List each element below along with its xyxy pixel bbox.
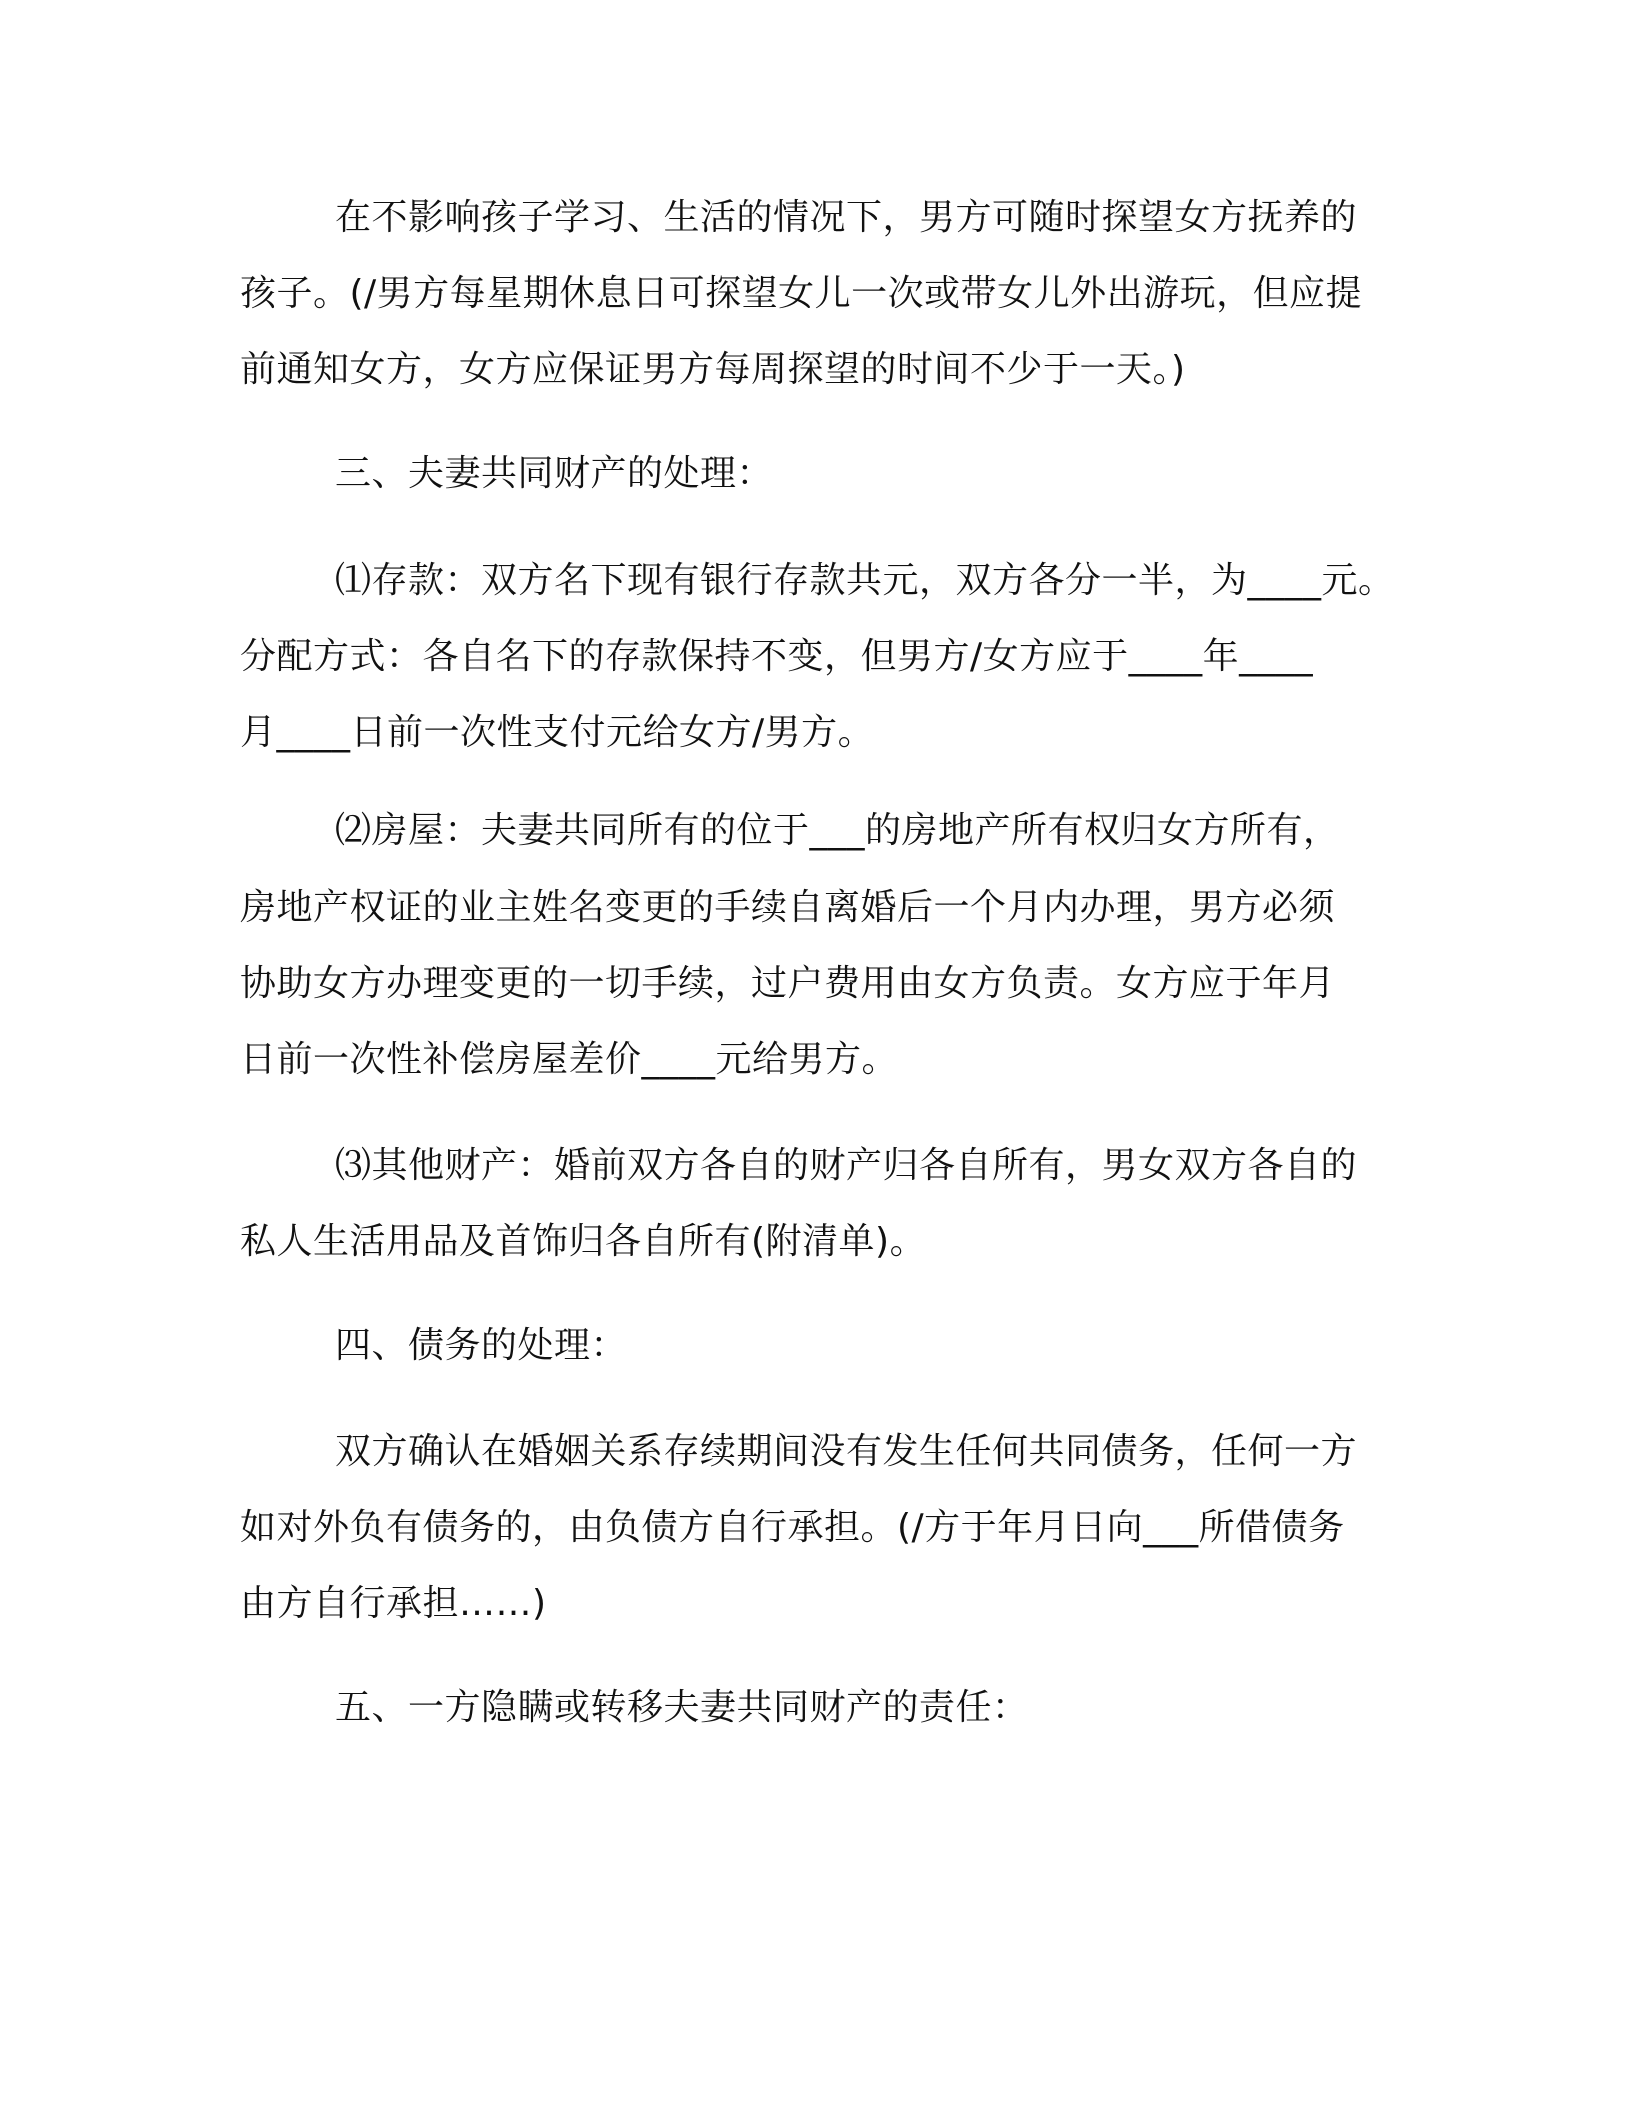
paragraph-line: 双方确认在婚姻关系存续期间没有发生任何共同债务，任何一方	[335, 1431, 1358, 1472]
paragraph-line: 协助女方办理变更的一切手续，过户费用由女方负责。女方应于年月	[240, 963, 1336, 1004]
paragraph-line: ⑶其他财产：婚前双方各自的财产归各自所有，男女双方各自的	[335, 1145, 1358, 1186]
paragraph-line: 月____日前一次性支付元给女方/男方。	[240, 712, 875, 753]
section-heading: 三、夫妻共同财产的处理：	[335, 453, 774, 494]
paragraph-line: 孩子。(/男方每星期休息日可探望女儿一次或带女儿外出游玩，但应提	[240, 273, 1363, 314]
paragraph-line: 私人生活用品及首饰归各自所有(附清单)。	[240, 1221, 927, 1262]
paragraph-line: 前通知女方，女方应保证男方每周探望的时间不少于一天。)	[240, 349, 1186, 390]
paragraph-line: ⑵房屋：夫妻共同所有的位于___的房地产所有权归女方所有，	[335, 810, 1340, 851]
paragraph-line: 房地产权证的业主姓名变更的手续自离婚后一个月内办理，男方必须	[240, 887, 1336, 928]
paragraph-line: 分配方式：各自名下的存款保持不变，但男方/女方应于____年____	[240, 636, 1314, 677]
paragraph-line: 日前一次性补偿房屋差价____元给男方。	[240, 1039, 899, 1080]
section-heading: 五、一方隐瞒或转移夫妻共同财产的责任：	[335, 1687, 1029, 1728]
paragraph-line: 由方自行承担……)	[240, 1583, 547, 1624]
paragraph-line: ⑴存款：双方名下现有银行存款共元，双方各分一半，为____元。	[335, 560, 1395, 601]
paragraph-line: 如对外负有债务的，由负债方自行承担。(/方于年月日向___所借债务	[240, 1507, 1345, 1548]
paragraph-line: 在不影响孩子学习、生活的情况下，男方可随时探望女方抚养的	[335, 197, 1358, 238]
section-heading: 四、债务的处理：	[335, 1325, 628, 1366]
